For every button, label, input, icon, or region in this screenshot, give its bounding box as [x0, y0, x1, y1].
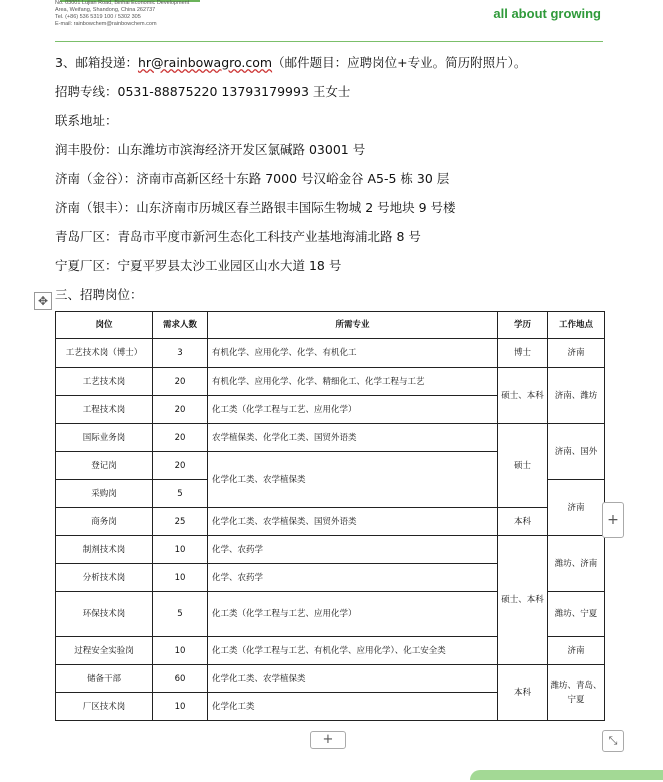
location-cell: 潍坊、青岛、宁夏	[548, 665, 605, 721]
letterhead	[55, 0, 603, 42]
count-cell: 10	[153, 536, 208, 564]
header-cell: 岗位	[56, 312, 153, 339]
position-cell: 厂区技术岗	[56, 693, 153, 721]
count-cell: 10	[153, 564, 208, 592]
address-item: 润丰股份：山东潍坊市滨海经济开发区氯碱路 03001 号	[55, 142, 366, 157]
education-cell: 硕士、本科	[498, 368, 548, 424]
header-cell: 工作地点	[548, 312, 605, 339]
count-cell: 5	[153, 592, 208, 637]
major-cell: 农学植保类、化学化工类、国贸外语类	[208, 424, 498, 452]
education-cell: 本科	[498, 508, 548, 536]
major-cell: 有机化学、应用化学、化学、精细化工、化学工程与工艺	[208, 368, 498, 396]
count-cell: 20	[153, 396, 208, 424]
major-cell: 化工类（化学工程与工艺、应用化学）	[208, 592, 498, 637]
position-cell: 国际业务岗	[56, 424, 153, 452]
major-cell: 化学化工类、农学植保类、国贸外语类	[208, 508, 498, 536]
table-row	[56, 424, 605, 452]
address-item: 青岛厂区：青岛市平度市新河生态化工科技产业基地海浦北路 8 号	[55, 229, 421, 244]
location-cell: 潍坊、济南	[548, 536, 605, 592]
location-cell: 济南	[548, 637, 605, 665]
header-cell: 需求人数	[153, 312, 208, 339]
major-cell: 化工类（化学工程与工艺、有机化学、应用化学）、化工安全类	[208, 637, 498, 665]
table-resize-icon[interactable]: ⤡	[602, 730, 624, 752]
table-row	[56, 339, 605, 368]
position-cell: 登记岗	[56, 452, 153, 480]
positions-table	[55, 311, 605, 721]
count-cell: 3	[153, 339, 208, 368]
location-cell: 济南	[548, 480, 605, 536]
major-cell: 化工类（化学工程与工艺、应用化学）	[208, 396, 498, 424]
count-cell: 10	[153, 637, 208, 665]
address-line: Area, Weifang, Shandong, China 262737	[55, 7, 156, 13]
location-cell: 济南、潍坊	[548, 368, 605, 424]
education-cell: 硕士、本科	[498, 536, 548, 665]
major-cell: 化学化工类	[208, 693, 498, 721]
location-cell: 潍坊、宁夏	[548, 592, 605, 637]
education-cell: 本科	[498, 665, 548, 721]
table-row	[56, 536, 605, 564]
major-cell: 化学化工类、农学植保类	[208, 665, 498, 693]
major-cell: 化学、农药学	[208, 536, 498, 564]
add-row-button[interactable]: +	[310, 731, 346, 749]
position-cell: 工艺技术岗（博士）	[56, 339, 153, 368]
position-cell: 分析技术岗	[56, 564, 153, 592]
position-cell: 过程安全实验岗	[56, 637, 153, 665]
brand-slogan: all about growing	[493, 6, 601, 21]
address-line: E-mail: rainbowchem@rainbowchem.com	[55, 21, 157, 27]
table-row	[56, 508, 605, 536]
email-address[interactable]: hr@rainbowagro.com	[137, 55, 273, 70]
address-item: 宁夏厂区：宁夏平罗县太沙工业园区山水大道 18 号	[55, 258, 342, 273]
address-heading: 联系地址：	[55, 113, 118, 128]
header-divider	[55, 41, 603, 42]
position-cell: 工程技术岗	[56, 396, 153, 424]
table-row	[56, 368, 605, 396]
hotline-line: 招聘专线：0531-88875220 13793179993 王女士	[55, 84, 351, 99]
header-cell: 所需专业	[208, 312, 498, 339]
address-line: Tel. (+86) 536 5319 100 / 5302 305	[55, 14, 141, 20]
position-cell: 采购岗	[56, 480, 153, 508]
major-cell: 化学化工类、农学植保类	[208, 452, 498, 508]
location-cell: 济南	[548, 339, 605, 368]
add-column-button[interactable]: +	[602, 502, 624, 538]
footer-accent	[470, 770, 663, 780]
address-item: 济南（金谷）：济南市高新区经十东路 7000 号汉峪金谷 A5-5 栋 30 层	[55, 171, 450, 186]
position-cell: 商务岗	[56, 508, 153, 536]
section-title: 三、招聘岗位：	[55, 287, 143, 302]
count-cell: 5	[153, 480, 208, 508]
position-cell: 储备干部	[56, 665, 153, 693]
position-cell: 制剂技术岗	[56, 536, 153, 564]
table-header-row	[56, 312, 605, 339]
location-cell: 济南、国外	[548, 424, 605, 480]
count-cell: 60	[153, 665, 208, 693]
count-cell: 10	[153, 693, 208, 721]
major-cell: 有机化学、应用化学、化学、有机化工	[208, 339, 498, 368]
address-line: No. 03001 Lujian Road, Binhai Economic Development	[55, 0, 190, 6]
count-cell: 20	[153, 424, 208, 452]
count-cell: 20	[153, 452, 208, 480]
company-address	[55, 0, 189, 28]
email-suffix: （邮件题目：应聘岗位+专业。简历附照片）。	[272, 55, 527, 70]
education-cell: 博士	[498, 339, 548, 368]
position-cell: 环保技术岗	[56, 592, 153, 637]
count-cell: 20	[153, 368, 208, 396]
count-cell: 25	[153, 508, 208, 536]
position-cell: 工艺技术岗	[56, 368, 153, 396]
header-cell: 学历	[498, 312, 548, 339]
email-line	[55, 55, 526, 71]
email-prefix: 3、邮箱投递：	[55, 55, 138, 70]
address-item: 济南（银丰）：山东济南市历城区春兰路银丰国际生物城 2 号地块 9 号楼	[55, 200, 456, 215]
table-row	[56, 665, 605, 693]
major-cell: 化学、农药学	[208, 564, 498, 592]
table-move-icon[interactable]: ✥	[34, 292, 52, 310]
education-cell: 硕士	[498, 424, 548, 508]
